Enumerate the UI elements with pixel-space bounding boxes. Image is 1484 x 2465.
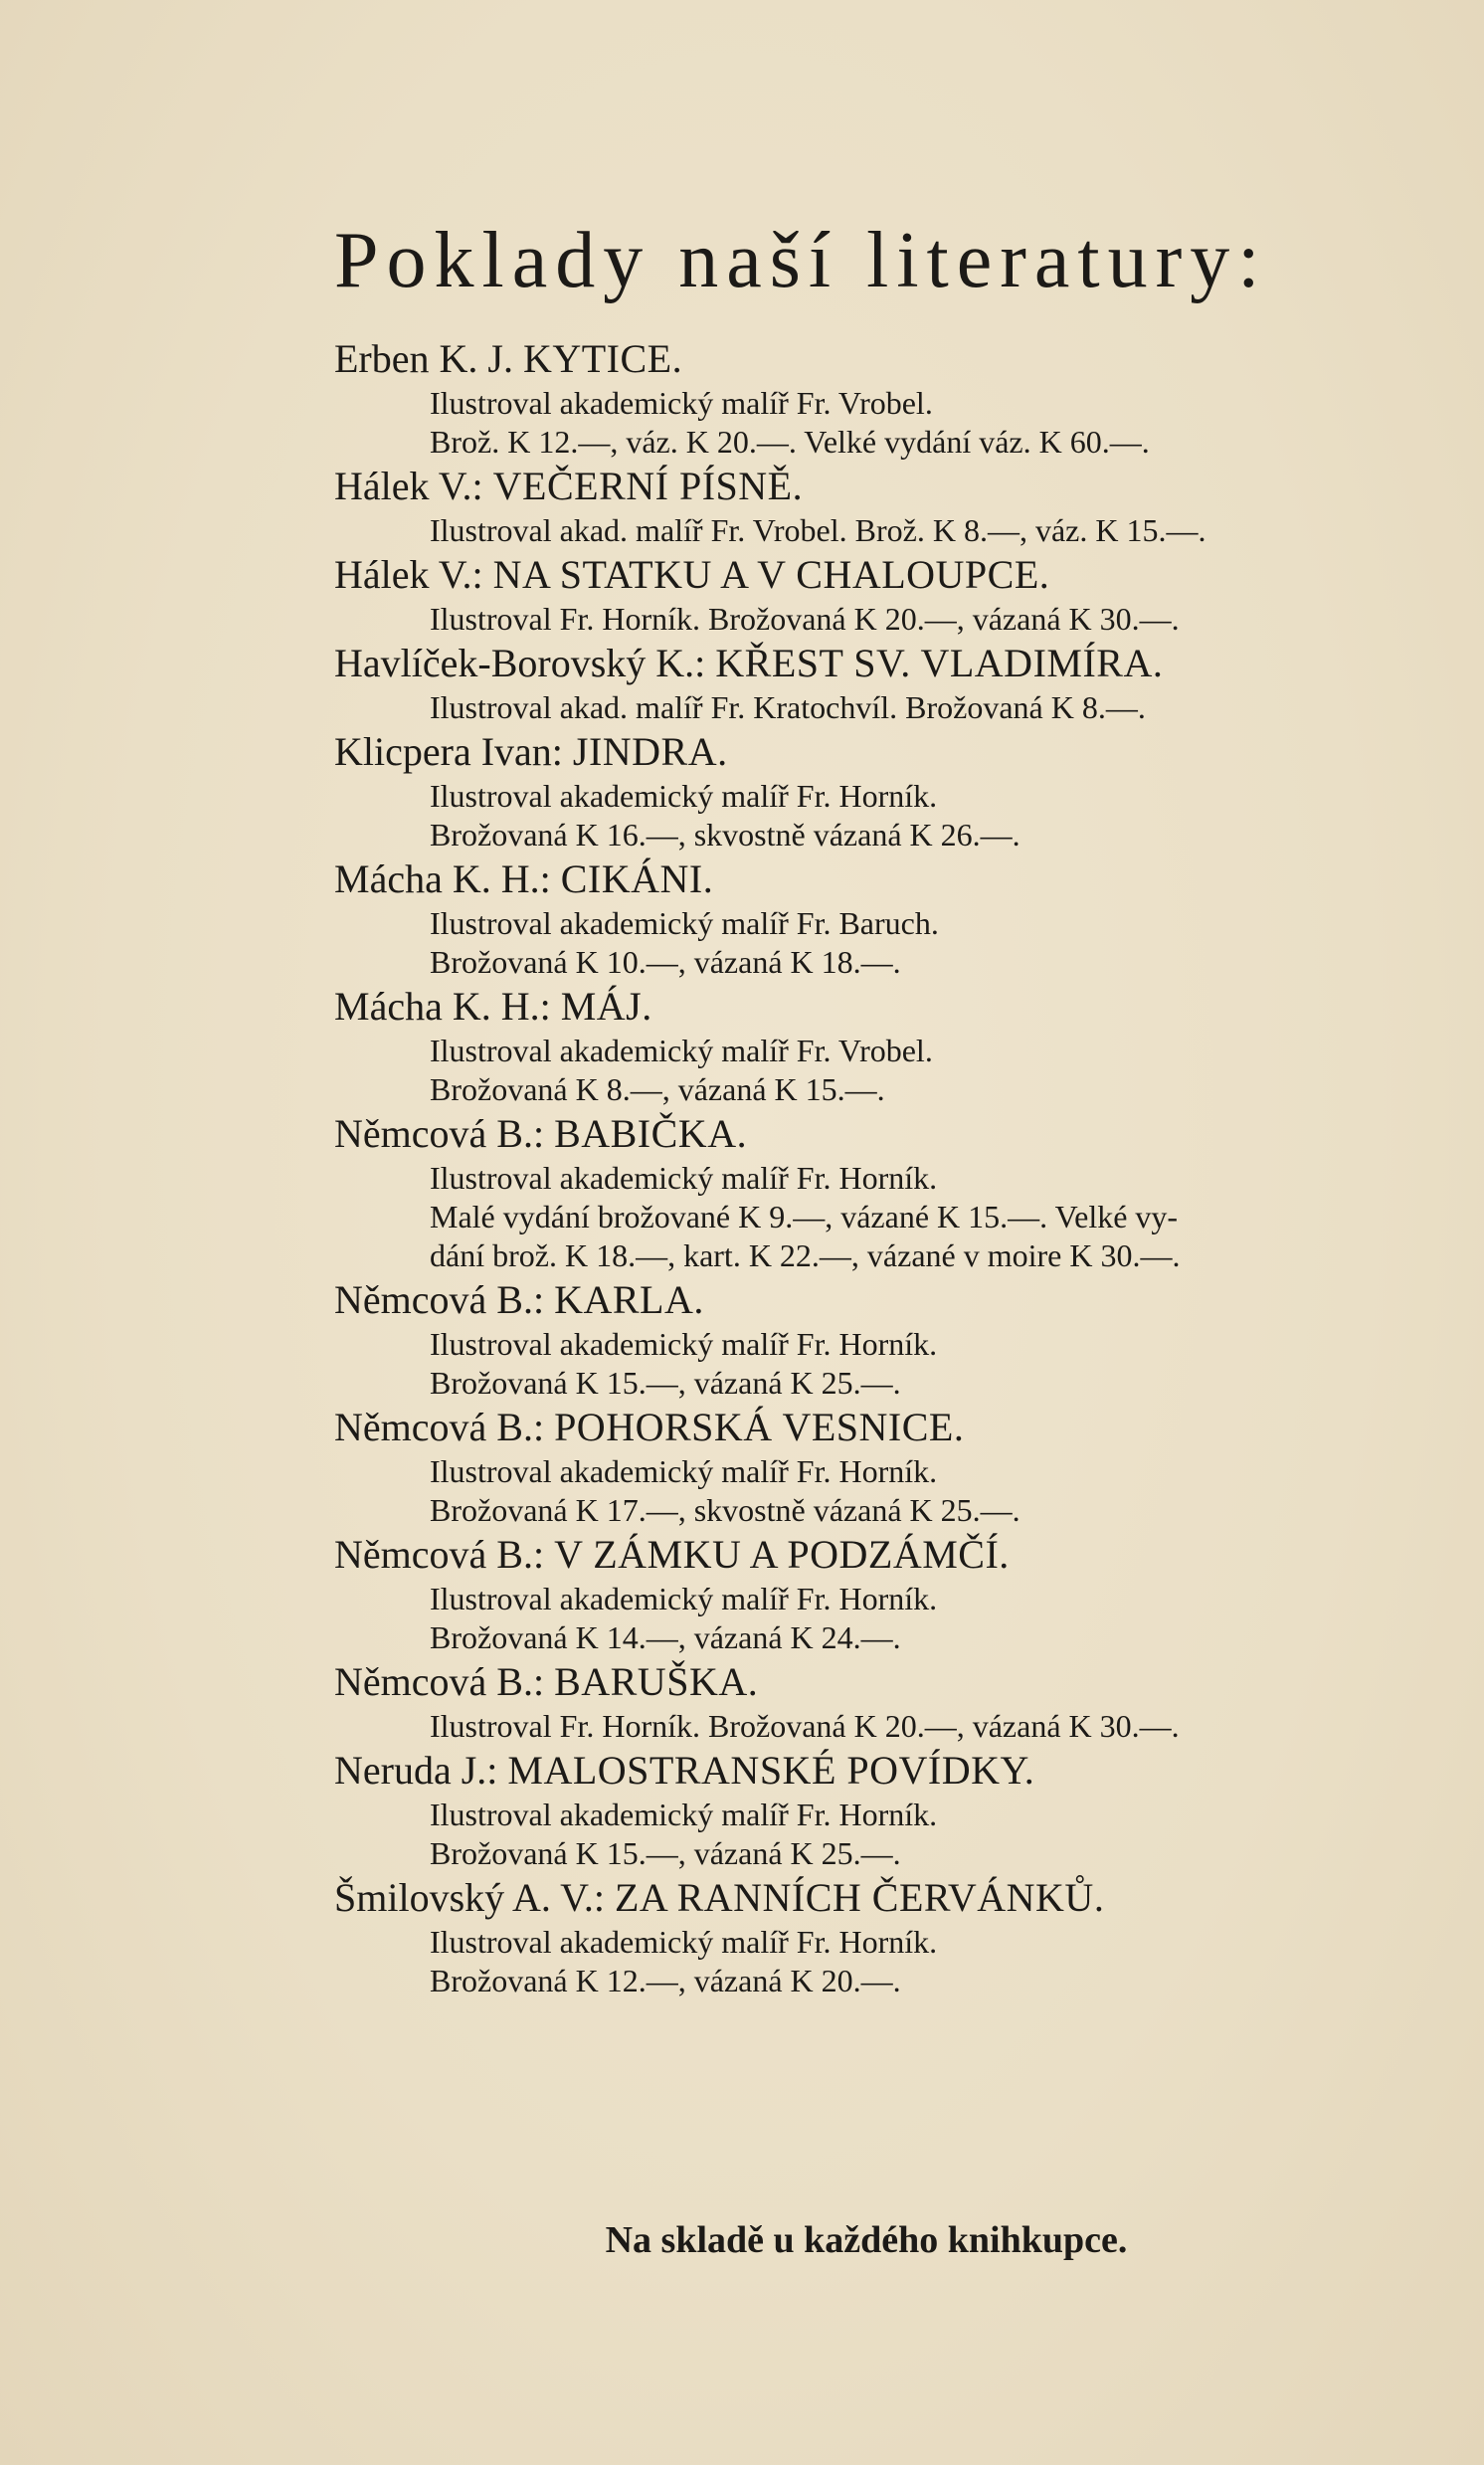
- entry-line: Ilustroval akademický malíř Fr. Horník.: [430, 1453, 938, 1489]
- entry-line: Ilustroval akademický malíř Fr. Horník.: [430, 1797, 938, 1832]
- availability-note: Na skladě u každého knihkupce.: [605, 2219, 1128, 2261]
- entry-author: Havlíček-Borovský K.:: [334, 641, 706, 685]
- entry-work: V ZÁMKU A PODZÁMČÍ.: [554, 1532, 1010, 1577]
- entry-heading: [334, 727, 1418, 777]
- entry-line: Brožovaná K 16.—, skvostně vázaná K 26.—.: [430, 817, 1020, 853]
- book-entry: [334, 639, 1418, 727]
- entry-line: Ilustroval akademický malíř Fr. Horník.: [430, 778, 938, 814]
- entry-heading: [334, 1657, 1418, 1707]
- entry-author: Němcová B.:: [334, 1111, 545, 1156]
- book-entry: [334, 727, 1418, 854]
- entry-heading: [334, 1403, 1418, 1452]
- entry-work: ZA RANNÍCH ČERVÁNKŮ.: [614, 1875, 1105, 1920]
- entry-work: KYTICE.: [522, 336, 683, 381]
- entry-line: Brožovaná K 15.—, vázaná K 25.—.: [430, 1365, 901, 1401]
- entry-heading: [334, 1873, 1418, 1923]
- entry-line: dání brož. K 18.—, kart. K 22.—, vázané v moire K 30.—.: [430, 1237, 1181, 1273]
- book-entry: [334, 462, 1418, 550]
- entry-heading: [334, 854, 1418, 904]
- entry-line: Brožovaná K 8.—, vázaná K 15.—.: [430, 1071, 885, 1107]
- entry-author: Neruda J.:: [334, 1748, 498, 1793]
- entry-line: Brožovaná K 17.—, skvostně vázaná K 25.—.: [430, 1492, 1020, 1528]
- entry-line: Ilustroval akademický malíř Fr. Baruch.: [430, 905, 939, 941]
- entry-line: Brožovaná K 12.—, vázaná K 20.—.: [430, 1963, 901, 1998]
- entry-author: Mácha K. H.:: [334, 984, 551, 1029]
- entry-line: Brožovaná K 15.—, vázaná K 25.—.: [430, 1835, 901, 1871]
- entry-author: Němcová B.:: [334, 1277, 545, 1322]
- entry-line: Malé vydání brožované K 9.—, vázané K 15.—. Velké vy-: [430, 1199, 1179, 1234]
- entry-heading: [334, 1275, 1418, 1325]
- book-entry: [334, 1109, 1418, 1275]
- entry-work: BABIČKA.: [554, 1111, 748, 1156]
- entry-line: Ilustroval akademický malíř Fr. Horník.: [430, 1924, 938, 1960]
- entry-work: JINDRA.: [572, 729, 728, 774]
- entry-heading: [334, 334, 1418, 384]
- entry-author: Hálek V.:: [334, 464, 483, 508]
- entry-line: Ilustroval Fr. Horník. Brožovaná K 20.—, vázaná K 30.—.: [430, 601, 1180, 637]
- entry-heading: [334, 1109, 1418, 1159]
- book-entry: [334, 1746, 1418, 1873]
- entry-line: Ilustroval akademický malíř Fr. Horník.: [430, 1326, 938, 1362]
- entry-line: Brož. K 12.—, váz. K 20.—. Velké vydání váz. K 60.—.: [430, 424, 1150, 460]
- entry-author: Erben K. J.: [334, 336, 513, 381]
- entry-heading: [334, 462, 1418, 511]
- entry-heading: [334, 550, 1418, 600]
- entry-work: NA STATKU A V CHALOUPCE.: [492, 552, 1050, 597]
- entry-author: Němcová B.:: [334, 1405, 545, 1449]
- entry-author: Hálek V.:: [334, 552, 483, 597]
- entry-line: Ilustroval akademický malíř Fr. Vrobel.: [430, 385, 933, 421]
- entry-line: Ilustroval akademický malíř Fr. Horník.: [430, 1581, 938, 1616]
- entry-work: POHORSKÁ VESNICE.: [554, 1405, 965, 1449]
- entry-author: Mácha K. H.:: [334, 856, 551, 901]
- entry-line: Brožovaná K 14.—, vázaná K 24.—.: [430, 1619, 901, 1655]
- entry-author: Němcová B.:: [334, 1532, 545, 1577]
- book-entry: [334, 1275, 1418, 1403]
- book-entry: [334, 1403, 1418, 1530]
- entry-line: Ilustroval akademický malíř Fr. Vrobel.: [430, 1033, 933, 1068]
- book-entry: [334, 1873, 1418, 2000]
- book-entry: [334, 334, 1418, 462]
- entry-heading: [334, 639, 1418, 688]
- entry-work: KŘEST SV. VLADIMÍRA.: [715, 641, 1164, 685]
- book-entry: [334, 1530, 1418, 1657]
- book-list: [334, 334, 1418, 2000]
- entry-heading: [334, 982, 1418, 1032]
- entry-line: Ilustroval Fr. Horník. Brožovaná K 20.—, vázaná K 30.—.: [430, 1708, 1180, 1744]
- entry-heading: [334, 1530, 1418, 1580]
- entry-work: VEČERNÍ PÍSNĚ.: [492, 464, 804, 508]
- entry-work: KARLA.: [554, 1277, 704, 1322]
- entry-work: MALOSTRANSKÉ POVÍDKY.: [507, 1748, 1035, 1793]
- page-title: Poklady naší literatury:: [334, 217, 1268, 304]
- entry-heading: [334, 1746, 1418, 1796]
- entry-work: BARUŠKA.: [554, 1659, 759, 1704]
- entry-work: MÁJ.: [560, 984, 652, 1029]
- entry-line: Ilustroval akademický malíř Fr. Horník.: [430, 1160, 938, 1196]
- book-entry: [334, 1657, 1418, 1746]
- entry-author: Klicpera Ivan:: [334, 729, 563, 774]
- entry-author: Němcová B.:: [334, 1659, 545, 1704]
- entry-line: Brožovaná K 10.—, vázaná K 18.—.: [430, 944, 901, 980]
- entry-line: Ilustroval akad. malíř Fr. Vrobel. Brož. K 8.—, váz. K 15.—.: [430, 512, 1206, 548]
- entry-line: Ilustroval akad. malíř Fr. Kratochvíl. Brožovaná K 8.—.: [430, 689, 1146, 725]
- book-entry: [334, 854, 1418, 982]
- entry-author: Šmilovský A. V.:: [334, 1875, 605, 1920]
- book-entry: [334, 982, 1418, 1109]
- entry-work: CIKÁNI.: [560, 856, 714, 901]
- book-entry: [334, 550, 1418, 639]
